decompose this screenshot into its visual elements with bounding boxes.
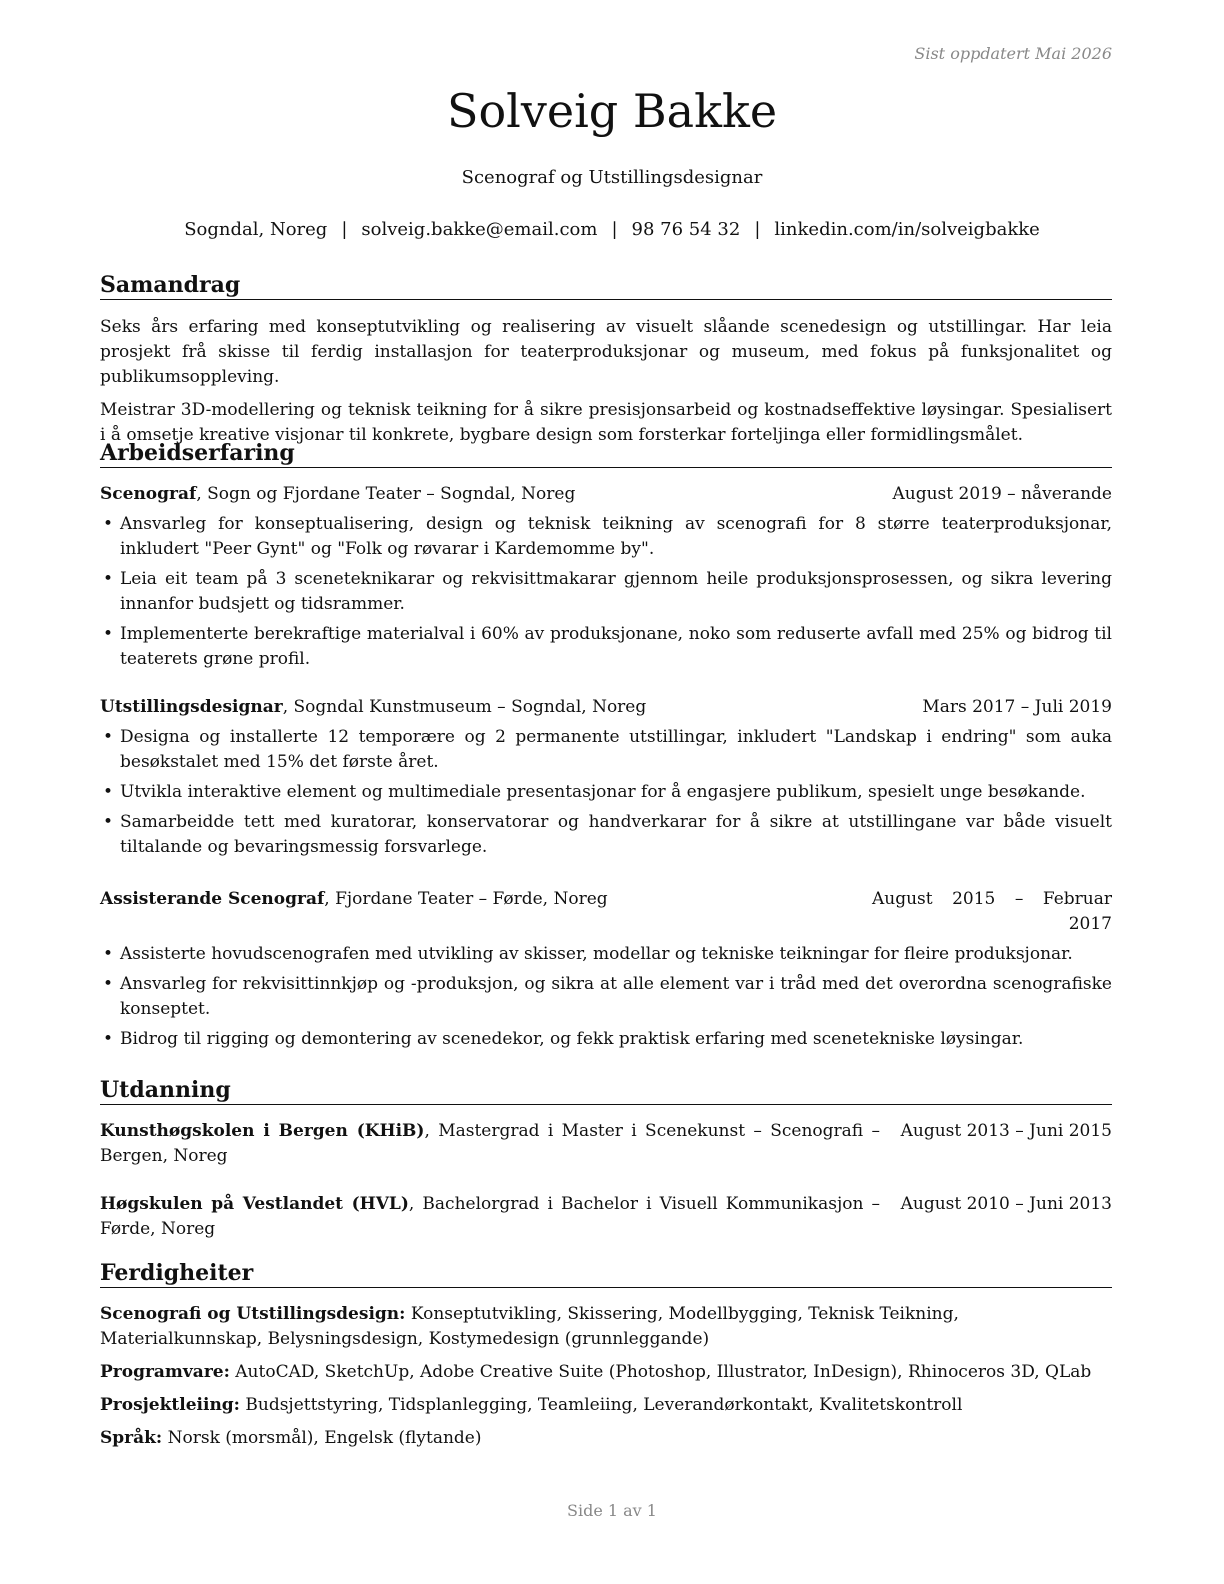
page-number: Side 1 av 1 <box>567 1501 657 1520</box>
job-place: , Sogn og Fjordane Teater – Sogndal, Noreg <box>196 484 576 504</box>
education-date: August 2013 – Juni 2015 <box>900 1121 1112 1141</box>
job-bullet: • Ansvarleg for konseptualisering, design og teknisk teikning av scenografi for 8 større teaterproduksjonar, inkludert "Peer Gynt" og "Folk og røvarar i Kardemomme by". <box>100 512 1112 562</box>
section-title-skills: Ferdigheiter <box>100 1259 1112 1288</box>
candidate-name: Solveig Bakke <box>446 84 778 138</box>
education-detail: , Mastergrad i Master i Scenekunst – Scenografi – Bergen, Noreg <box>100 1121 880 1166</box>
skill-value: AutoCAD, SketchUp, Adobe Creative Suite (Photoshop, Illustrator, InDesign), Rhinoceros 3D, QLab <box>229 1362 1092 1382</box>
section-title-experience: Arbeidserfaring <box>100 439 1112 468</box>
education-header <box>100 1119 1112 1169</box>
job-header <box>100 482 1112 507</box>
contact-line <box>0 219 1224 240</box>
skill-value: Konseptutvikling, Skissering, Modellbygging, Teknisk Teikning, Materialkunnskap, Belysningsdesign, Kostymedesign (grunnleggande) <box>100 1304 959 1349</box>
skill-label: Språk: <box>100 1428 163 1448</box>
job-role: Utstillingsdesignar <box>100 697 283 717</box>
job-bullet: • Utvikla interaktive element og multimediale presentasjonar for å engasjere publikum, spesielt unge besøkande. <box>100 780 1112 805</box>
job-bullets <box>100 942 1112 1052</box>
section-title-summary: Samandrag <box>100 271 1112 300</box>
job-bullet: • Samarbeidde tett med kuratorar, konservatorar og handverkarar for å sikre at utstillingane var både visuelt tiltalande og bevaringsmessig forsvarlege. <box>100 810 1112 860</box>
skill-label: Prosjektleiing: <box>100 1395 240 1415</box>
summary-section <box>100 271 1112 448</box>
job-place: , Fjordane Teater – Førde, Noreg <box>324 889 608 909</box>
skills-section <box>100 1259 1112 1459</box>
skill-value: Norsk (morsmål), Engelsk (flytande) <box>162 1428 482 1448</box>
contact-email[interactable]: solveig.bakke@email.com <box>361 219 598 240</box>
job-header <box>100 887 1112 937</box>
job-place: , Sogndal Kunstmuseum – Sogndal, Noreg <box>282 697 647 717</box>
job-entry <box>100 482 1112 677</box>
summary-paragraph: Seks års erfaring med konseptutvikling og realisering av visuelt slåande scenedesign og utstillingar. Har leia prosjekt frå skisse til ferdig installasjon for teaterproduksjonar og museum, med fokus på funksjonalitet og publikumsoppleving. <box>100 317 1112 387</box>
skill-row <box>100 1393 1112 1418</box>
education-date: August 2010 – Juni 2013 <box>900 1194 1112 1214</box>
summary-paragraph: Meistrar 3D-modellering og teknisk teikning for å sikre presisjonsarbeid og kostnadseffektive løysingar. Spesialisert i å omsetje kreative visjonar til konkrete, bygbare design som forsterkar forteljinga eller formidlingsmålet. <box>100 400 1112 445</box>
job-bullets <box>100 512 1112 672</box>
job-header <box>100 695 1112 720</box>
education-section <box>100 1076 1112 1105</box>
contact-separator: | <box>754 219 761 240</box>
job-bullet: • Implementerte berekraftige materialval i 60% av produksjonane, noko som reduserte avfall med 25% og bidrog til teaterets grøne profil. <box>100 622 1112 672</box>
education-school: Høgskulen på Vestlandet (HVL) <box>100 1194 409 1214</box>
education-school: Kunsthøgskolen i Bergen (KHiB) <box>100 1121 425 1141</box>
job-bullet: • Designa og installerte 12 temporære og 2 permanente utstillingar, inkludert "Landskap i endring" som auka besøkstalet med 15% det første året. <box>100 725 1112 775</box>
skill-row <box>100 1360 1112 1385</box>
candidate-title: Scenograf og Utstillingsdesignar <box>461 167 763 188</box>
skill-row <box>100 1426 1112 1451</box>
job-role: Assisterande Scenograf <box>100 889 325 909</box>
experience-section <box>100 439 1112 468</box>
section-title-education: Utdanning <box>100 1076 1112 1105</box>
contact-separator: | <box>611 219 618 240</box>
job-bullets <box>100 725 1112 860</box>
last-updated: Sist oppdatert Mai 2026 <box>914 44 1112 63</box>
skill-label: Programvare: <box>100 1362 230 1382</box>
education-entry <box>100 1119 1112 1169</box>
job-role: Scenograf <box>100 484 197 504</box>
job-entry <box>100 695 1112 865</box>
job-bullet: • Assisterte hovudscenografen med utvikling av skisser, modellar og tekniske teikningar for fleire produksjonar. <box>100 942 1112 967</box>
job-bullet: • Leia eit team på 3 sceneteknikarar og rekvisittmakarar gjennom heile produksjonsprosessen, og sikra levering innanfor budsjett og tidsrammer. <box>100 567 1112 617</box>
contact-linkedin[interactable]: linkedin.com/in/solveigbakke <box>774 219 1040 240</box>
job-date: Mars 2017 – Juli 2019 <box>922 697 1112 717</box>
job-bullet: • Bidrog til rigging og demontering av scenedekor, og fekk praktisk erfaring med scenetekniske løysingar. <box>100 1027 1112 1052</box>
skill-label: Scenografi og Utstillingsdesign: <box>100 1304 406 1324</box>
skill-row <box>100 1302 1112 1352</box>
contact-phone: 98 76 54 32 <box>631 219 741 240</box>
education-detail: , Bachelorgrad i Bachelor i Visuell Kommunikasjon – Førde, Noreg <box>100 1194 880 1239</box>
job-date: August 2015 – Februar 2017 <box>872 889 1112 934</box>
job-bullet: • Ansvarleg for rekvisittinnkjøp og -produksjon, og sikra at alle element var i tråd med det overordna scenografiske konseptet. <box>100 972 1112 1022</box>
job-entry <box>100 887 1112 1057</box>
education-entry <box>100 1192 1112 1242</box>
job-date: August 2019 – nåverande <box>892 484 1112 504</box>
skill-value: Budsjettstyring, Tidsplanlegging, Teamleiing, Leverandørkontakt, Kvalitetskontroll <box>239 1395 963 1415</box>
education-header <box>100 1192 1112 1242</box>
contact-separator: | <box>341 219 348 240</box>
contact-location: Sogndal, Noreg <box>184 219 328 240</box>
